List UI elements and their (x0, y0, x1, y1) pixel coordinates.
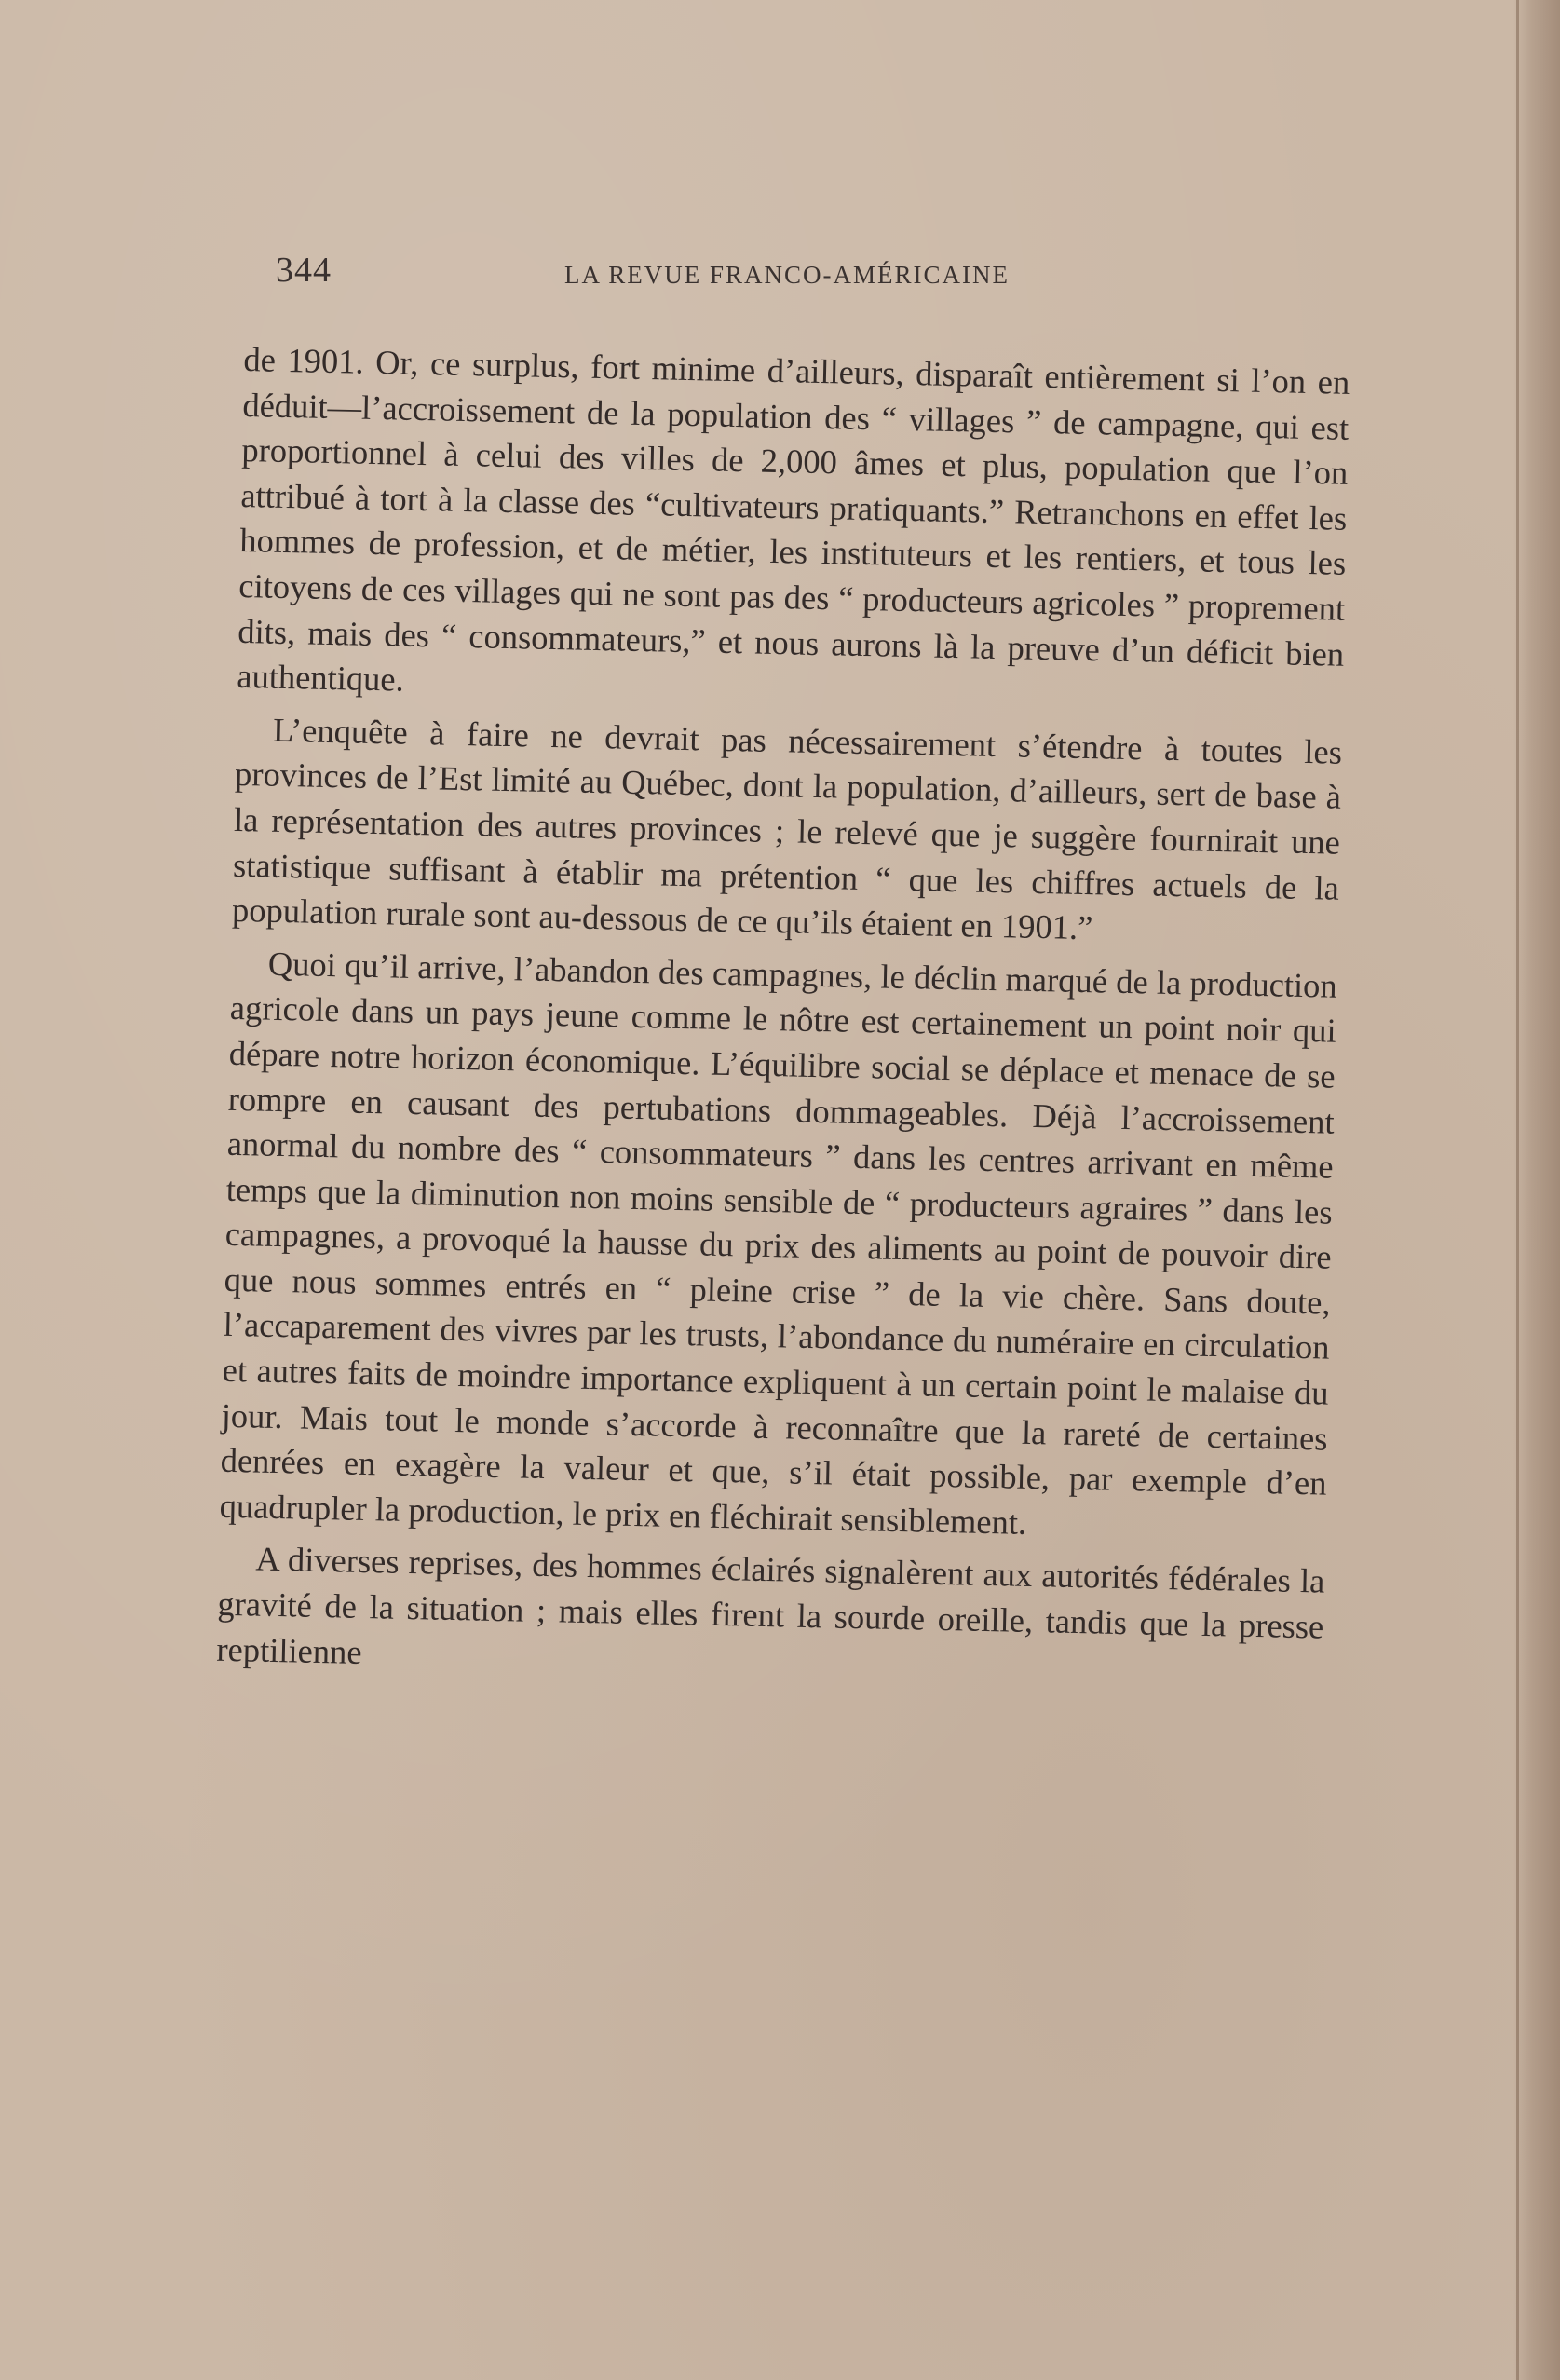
page-header (276, 250, 1095, 306)
page-number: 344 (276, 251, 332, 290)
paragraph-4: A diverses reprises, des hommes éclairés signalèrent aux autorités fédérales la gravité de la situation ; mais elles firent la sourde oreille, tandis que la presse reptilienne (216, 1539, 1325, 1671)
paragraph-1: de 1901. Or, ce surplus, fort minime d’ailleurs, disparaît entièrement si l’on en déduit—l’accroissement de la population des “ villages ” de campagne, qui est proportionnel à celui des villes de 2,000 âmes et plus, population que l’on attribué à tort à la classe des “cultivateurs pratiquants.” Retranchons en effet les hommes de profession, et de métier, les instituteurs et les rentiers, et tous les citoyens de ces villages qui ne sont pas des “ producteurs agricoles ” proprement dits, mais des “ consommateurs,” et nous aurons là la preuve d’un déficit bien authentique. (236, 339, 1350, 699)
body-text (216, 337, 1350, 1703)
page-edge-shadow (1513, 0, 1560, 2380)
paragraph-2: L’enquête à faire ne devrait pas nécessairement s’étendre à toutes les provinces de l’Est limité au Québec, dont la population, d’ailleurs, sert de base à la représentation des autres provinces ; le relevé que je suggère fournirait une statistique suffisant à établir ma prétention “ que les chiffres actuels de la population rurale sont au-dessous de ce qu’ils étaient en 1901.” (231, 710, 1343, 947)
running-title: LA REVUE FRANCO-AMÉRICAINE (564, 261, 1011, 289)
page-edge-line (1516, 0, 1519, 2380)
paragraph-3: Quoi qu’il arrive, l’abandon des campagnes, le déclin marqué de la production agricole dans un pays jeune comme le nôtre est certainement un point noir qui dépare notre horizon économique. L’équilibre social se déplace et menace de se rompre en causant des pertubations dommageables. Déjà l’accroissement anormal du nombre des “ consommateurs ” dans les centres arrivant en même temps que la diminution non moins sensible de “ producteurs agraires ” dans les campagnes, a provoqué la hausse du prix des aliments au point de pouvoir dire que nous sommes entrés en “ pleine crise ” de la vie chère. Sans doute, l’accaparement des vivres par les trusts, l’abondance du numéraire en circulation et autres faits de moindre importance expliquent à un certain point le malaise du jour. Mais tout le monde s’accorde à reconnaître que la rareté de certaines denrées en exagère la valeur et que, s’il était possible, par exemple d’en quadrupler la production, le prix en fléchirait sensiblement. (219, 944, 1338, 1542)
